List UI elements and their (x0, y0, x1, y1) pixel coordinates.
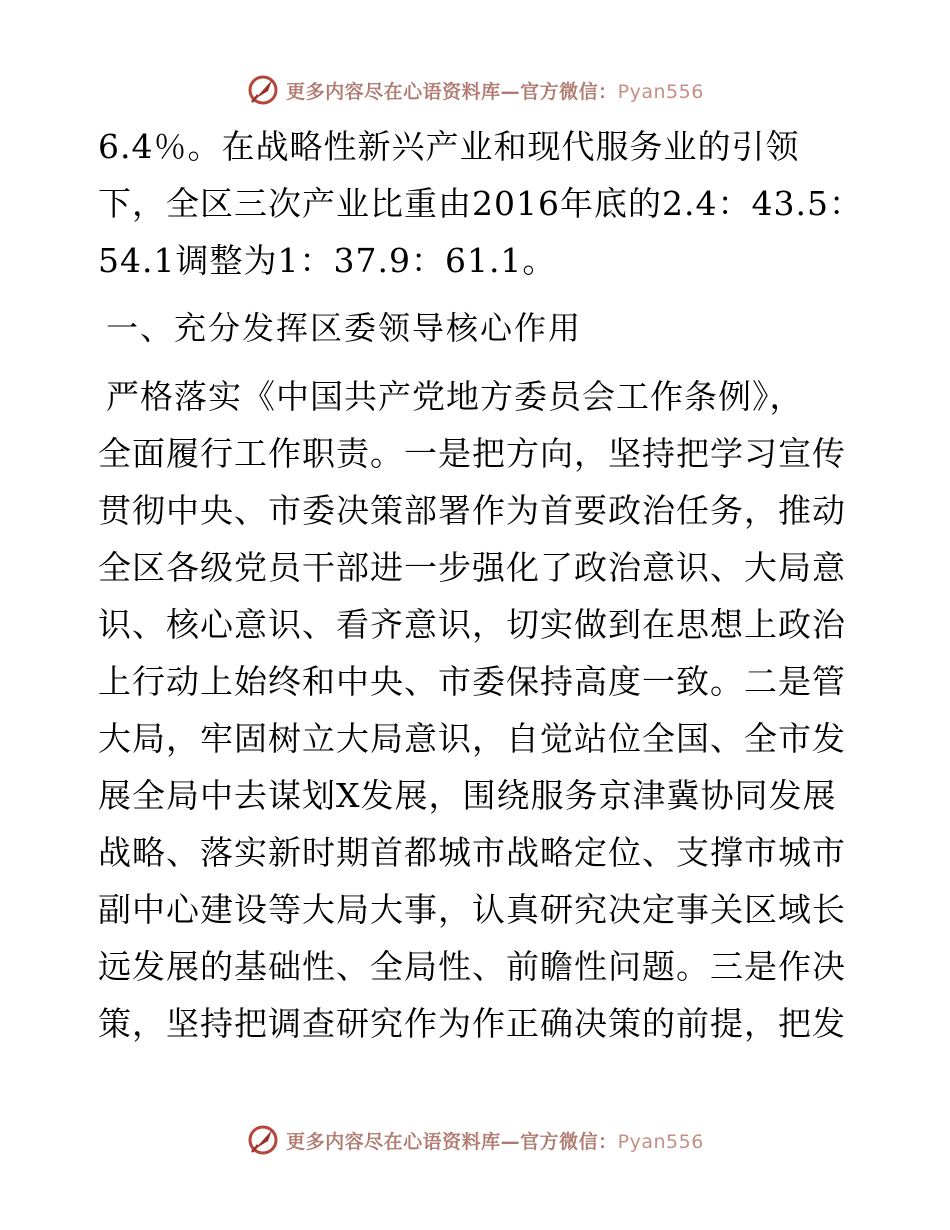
document-body (98, 118, 863, 1052)
body-line: 远发展的基础性、全局性、前瞻性问题。三是作决 (98, 947, 846, 986)
quill-circle-logo-icon (246, 73, 280, 107)
header-banner (0, 70, 950, 110)
body-line: 全区各级党员干部进一步强化了政治意识、大局意 (98, 548, 846, 587)
body-line: 展全局中去谋划X发展，围绕服务京津冀协同发展 (98, 776, 837, 815)
body-line: 6.4％。在战略性新兴产业和现代服务业的引领 (98, 127, 800, 166)
body-line: 严格落实《中国共产党地方委员会工作条例》， (106, 377, 804, 416)
body-line: 识、核心意识、看齐意识，切实做到在思想上政治 (98, 605, 846, 644)
wechat-id: Pyan556 (617, 80, 704, 103)
body-line: 策，坚持把调查研究作为作正确决策的前提，把发 (98, 1004, 846, 1043)
banner-text: 更多内容尽在心语资料库—官方微信：Pyan556 (286, 80, 704, 103)
footer-banner (0, 1120, 950, 1160)
wechat-id: Pyan556 (617, 1130, 704, 1153)
quill-circle-logo-icon (246, 1123, 280, 1157)
body-line: 副中心建设等大局大事，认真研究决定事关区域长 (98, 890, 846, 929)
body-line: 战略、落实新时期首都城市战略定位、支撑市城市 (98, 833, 846, 872)
body-line: 贯彻中央、市委决策部署作为首要政治任务，推动 (98, 491, 846, 530)
body-line: 全面履行工作职责。一是把方向，坚持把学习宣传 (98, 434, 846, 473)
banner-text: 更多内容尽在心语资料库—官方微信：Pyan556 (286, 1130, 704, 1153)
body-line: 54.1调整为1：37.9：61.1。 (98, 241, 557, 280)
section-heading: 一、充分发挥区委领导核心作用 (106, 309, 583, 347)
body-line: 下，全区三次产业比重由2016年底的2.4：43.5： (98, 184, 863, 223)
body-line: 大局，牢固树立大局意识，自觉站位全国、全市发 (98, 719, 846, 758)
body-line: 上行动上始终和中央、市委保持高度一致。二是管 (98, 662, 846, 701)
